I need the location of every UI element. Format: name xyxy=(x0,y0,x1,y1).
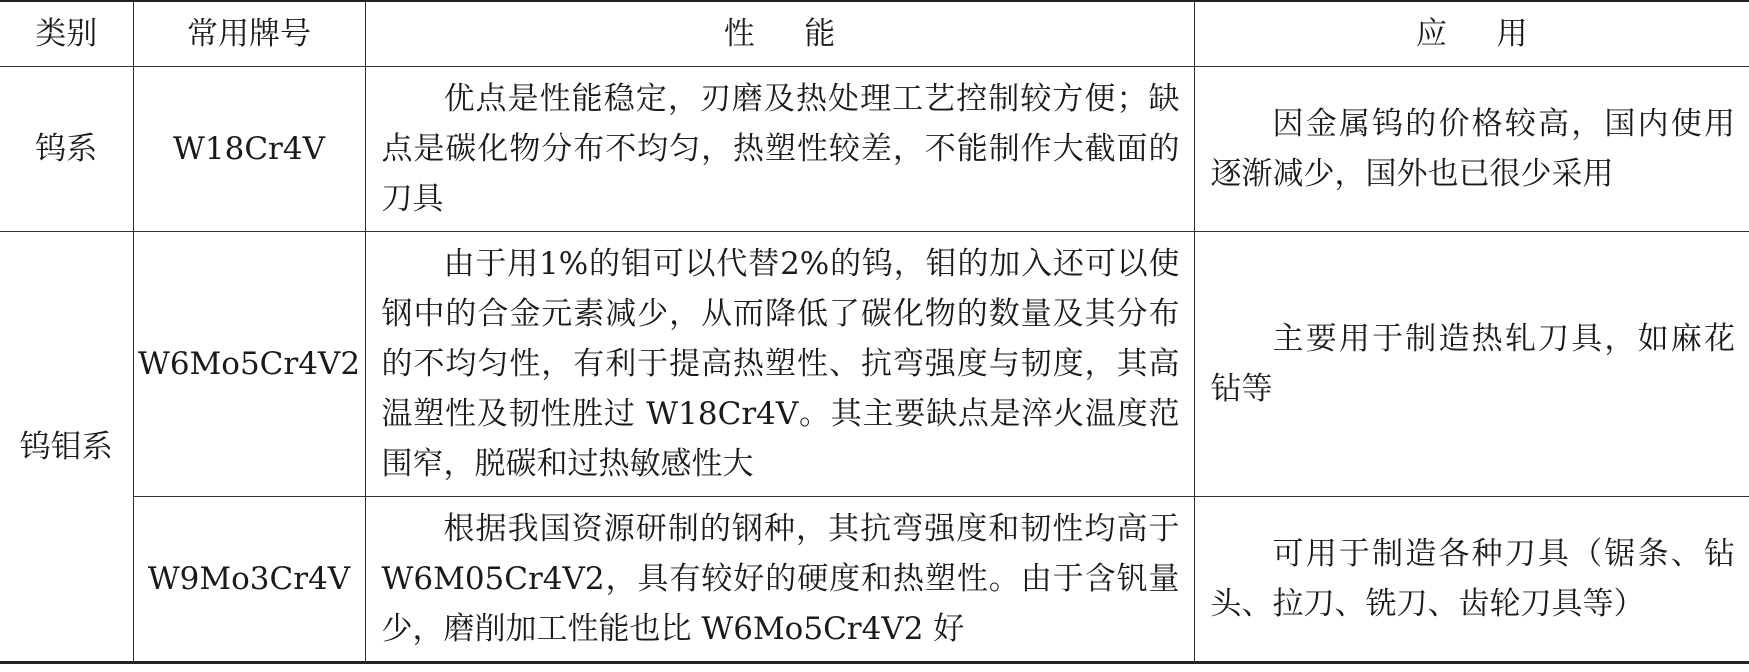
category-cell xyxy=(0,232,133,663)
grade-w18cr4v: W18Cr4V xyxy=(173,131,325,167)
category-tungsten: 钨系 xyxy=(35,131,98,167)
table-row xyxy=(0,67,1749,232)
table-body xyxy=(0,67,1749,663)
performance-cell xyxy=(365,67,1194,232)
header-row xyxy=(0,1,1749,67)
header-application-label: 应用 xyxy=(1415,16,1578,52)
grade-w9mo3cr4v: W9Mo3Cr4V xyxy=(147,561,351,597)
grade-cell xyxy=(133,67,365,232)
category-tungsten-molybdenum: 钨钼系 xyxy=(19,428,113,465)
header-application xyxy=(1194,1,1749,67)
table-row xyxy=(0,232,1749,497)
header-grade xyxy=(133,1,365,67)
application-text: 因金属钨的价格较高，国内使用逐渐减少，国外也已很少采用 xyxy=(1210,106,1735,192)
grade-cell xyxy=(133,497,365,663)
table-row xyxy=(0,497,1749,663)
header-performance xyxy=(365,1,1194,67)
application-cell xyxy=(1194,232,1749,497)
grade-cell xyxy=(133,232,365,497)
performance-text: 优点是性能稳定，刃磨及热处理工艺控制较方便；缺点是碳化物分布不均匀，热塑性较差，不能制作大截面的刀具 xyxy=(381,81,1180,217)
application-cell xyxy=(1194,67,1749,232)
category-cell xyxy=(0,67,133,232)
application-text: 可用于制造各种刀具（锯条、钻头、拉刀、铣刀、齿轮刀具等） xyxy=(1210,536,1735,622)
application-cell xyxy=(1194,497,1749,663)
header-performance-label: 性能 xyxy=(723,16,885,52)
header-category xyxy=(0,1,133,67)
performance-cell xyxy=(365,232,1194,497)
performance-text: 根据我国资源研制的钢种，其抗弯强度和韧性均高于W6M05Cr4V2，具有较好的硬度和热塑性。由于含钒量少，磨削加工性能也比 W6Mo5Cr4V2 好 xyxy=(381,511,1180,647)
application-text: 主要用于制造热轧刀具，如麻花钻等 xyxy=(1210,321,1735,407)
header-category-label: 类别 xyxy=(35,16,98,52)
header-grade-label: 常用牌号 xyxy=(187,16,311,52)
table-header xyxy=(0,1,1749,67)
performance-cell xyxy=(365,497,1194,663)
performance-text: 由于用1%的钼可以代替2%的钨，钼的加入还可以使钢中的合金元素减少，从而降低了碳化物的数量及其分布的不均匀性，有利于提高热塑性、抗弯强度与韧度，其高温塑性及韧性胜过 W18Cr4V。其主要缺点是淬火温度范围窄，脱碳和过热敏感性大 xyxy=(381,246,1180,482)
grade-w6mo5cr4v2: W6Mo5Cr4V2 xyxy=(137,346,361,382)
